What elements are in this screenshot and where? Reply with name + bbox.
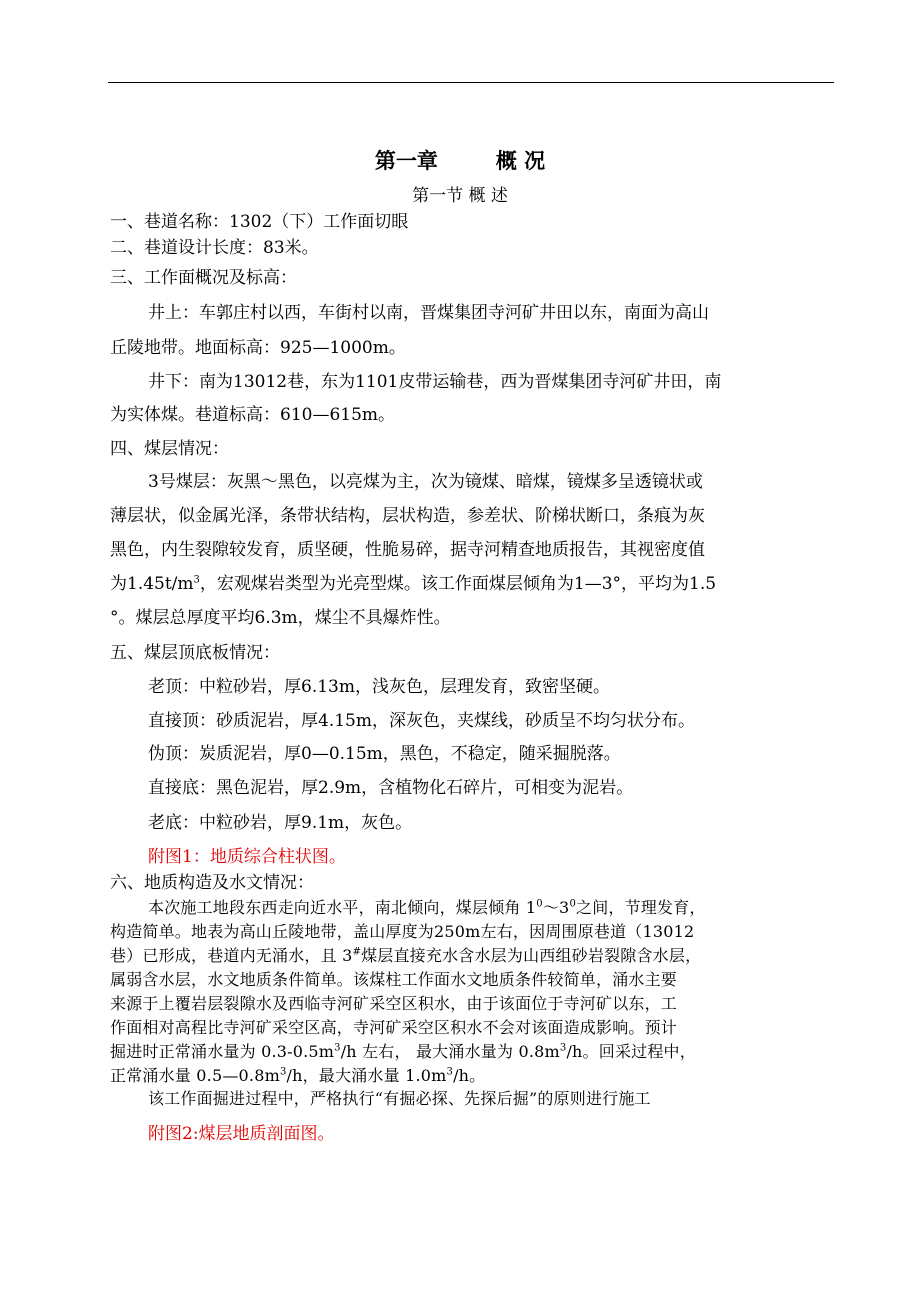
text-fragment: 本次施工地段东西走向近水平，南北倾向，煤层倾角 1 [148, 898, 537, 917]
geology-paragraph-line: 作面相对高程比寺河矿采空区高，寺河矿采空区积水不会对该面造成影响。预计 [110, 1018, 678, 1037]
geology-paragraph-line: 该工作面掘进过程中，严格执行“有掘必探、先探后掘”的原则进行施工 [148, 1089, 651, 1108]
superscript: 3 [559, 1042, 567, 1054]
item-geology-hydrology-heading: 六、地质构造及水文情况： [110, 873, 314, 893]
item-coal-seam-heading: 四、煤层情况： [110, 439, 229, 459]
coal-seam-paragraph-line: °。煤层总厚度平均6.3m，煤尘不具爆炸性。 [110, 608, 451, 628]
surface-paragraph-line: 丘陵地带。地面标高：925—1000m。 [110, 338, 406, 358]
text-fragment: 煤层直接充水含水层为山西组砂岩裂隙含水层， [361, 946, 702, 965]
text-fragment: 之间，节理发育， [576, 898, 706, 917]
superscript: 3 [334, 1042, 341, 1054]
text-fragment: 巷）已形成，巷道内无涌水，且 3 [110, 946, 353, 965]
item-face-overview-heading: 三、工作面概况及标高： [110, 268, 297, 288]
item-roof-floor-heading: 五、煤层顶底板情况： [110, 643, 280, 663]
chapter-title: 概 况 [495, 148, 546, 173]
main-roof-line: 老顶：中粒砂岩，厚6.13m，浅灰色，层理发育，致密坚硬。 [148, 677, 610, 697]
superscript: 0 [569, 898, 576, 910]
superscript: 3 [279, 1066, 287, 1078]
superscript: 3 [193, 574, 200, 586]
false-roof-line: 伪顶：炭质泥岩，厚0—0.15m，黑色，不稳定，随采掘脱落。 [148, 744, 621, 764]
geology-paragraph-line: 构造简单。地表为高山丘陵地带，盖山厚度为250m左右，因周围原巷道（13012 [110, 922, 695, 941]
coal-seam-paragraph-line: 黑色，内生裂隙较发育，质坚硬，性脆易碎，据寺河精查地质报告，其视密度值 [110, 540, 705, 560]
text-fragment: 掘进时正常涌水量为 0.3-0.5m [110, 1042, 335, 1061]
geology-paragraph-line [148, 898, 706, 918]
coal-seam-paragraph-line: 3号煤层：灰黑～黑色，以亮煤为主，次为镜煤、暗煤，镜煤多呈透镜状或 [148, 472, 703, 492]
superscript: 0 [536, 898, 543, 910]
immediate-floor-line: 直接底：黑色泥岩，厚2.9m，含植物化石碎片，可相变为泥岩。 [148, 778, 634, 798]
figure-reference-1: 附图1：地质综合柱状图。 [148, 847, 346, 867]
text-fragment: ，宏观煤岩类型为光亮型煤。该工作面煤层倾角为1—3°，平均为1.5 [199, 574, 717, 594]
superscript: 3 [446, 1066, 454, 1078]
underground-paragraph-line: 为实体煤。巷道标高：610—615m。 [110, 405, 396, 425]
text-fragment: 正常涌水量 0.5—0.8m [110, 1066, 280, 1085]
text-fragment: 为1.45t/m [110, 574, 194, 594]
text-fragment: /h。回采过程中， [566, 1042, 696, 1061]
text-fragment: /h，最大涌水量 1.0m [286, 1066, 447, 1085]
superscript: # [352, 946, 362, 958]
text-fragment: /h 左右， 最大涌水量为 0.8m [340, 1042, 560, 1061]
coal-seam-paragraph-line [110, 574, 716, 594]
surface-paragraph-line: 井上：车郭庄村以西，车街村以南，晋煤集团寺河矿井田以东，南面为高山 [148, 303, 709, 323]
geology-paragraph-line [110, 946, 701, 966]
immediate-roof-line: 直接顶：砂质泥岩，厚4.15m，深灰色，夹煤线，砂质呈不均匀状分布。 [148, 711, 695, 731]
geology-paragraph-line: 来源于上覆岩层裂隙水及西临寺河矿采空区积水，由于该面位于寺河矿以东，工 [110, 994, 678, 1013]
geology-paragraph-line: 属弱含水层，水文地质条件简单。该煤柱工作面水文地质条件较简单，涌水主要 [110, 970, 678, 989]
underground-paragraph-line: 井下：南为13012巷，东为1101皮带运输巷，西为晋煤集团寺河矿井田，南 [148, 372, 722, 392]
text-fragment: /h。 [453, 1066, 486, 1085]
chapter-number: 第一章 [374, 148, 438, 173]
chapter-heading [0, 148, 920, 174]
geology-paragraph-line [110, 1042, 696, 1062]
header-rule [108, 82, 834, 83]
main-floor-line: 老底：中粒砂岩，厚9.1m，灰色。 [148, 813, 413, 833]
coal-seam-paragraph-line: 薄层状，似金属光泽，条带状结构，层状构造，参差状、阶梯状断口，条痕为灰 [110, 506, 705, 526]
geology-paragraph-line [110, 1066, 485, 1086]
section-title: 第一节 概 述 [412, 186, 508, 206]
figure-reference-2: 附图2:煤层地质剖面图。 [148, 1124, 335, 1144]
item-design-length: 二、巷道设计长度：83米。 [110, 238, 319, 258]
item-roadway-name: 一、巷道名称：1302（下）工作面切眼 [110, 212, 409, 232]
text-fragment: ～3 [542, 898, 570, 917]
